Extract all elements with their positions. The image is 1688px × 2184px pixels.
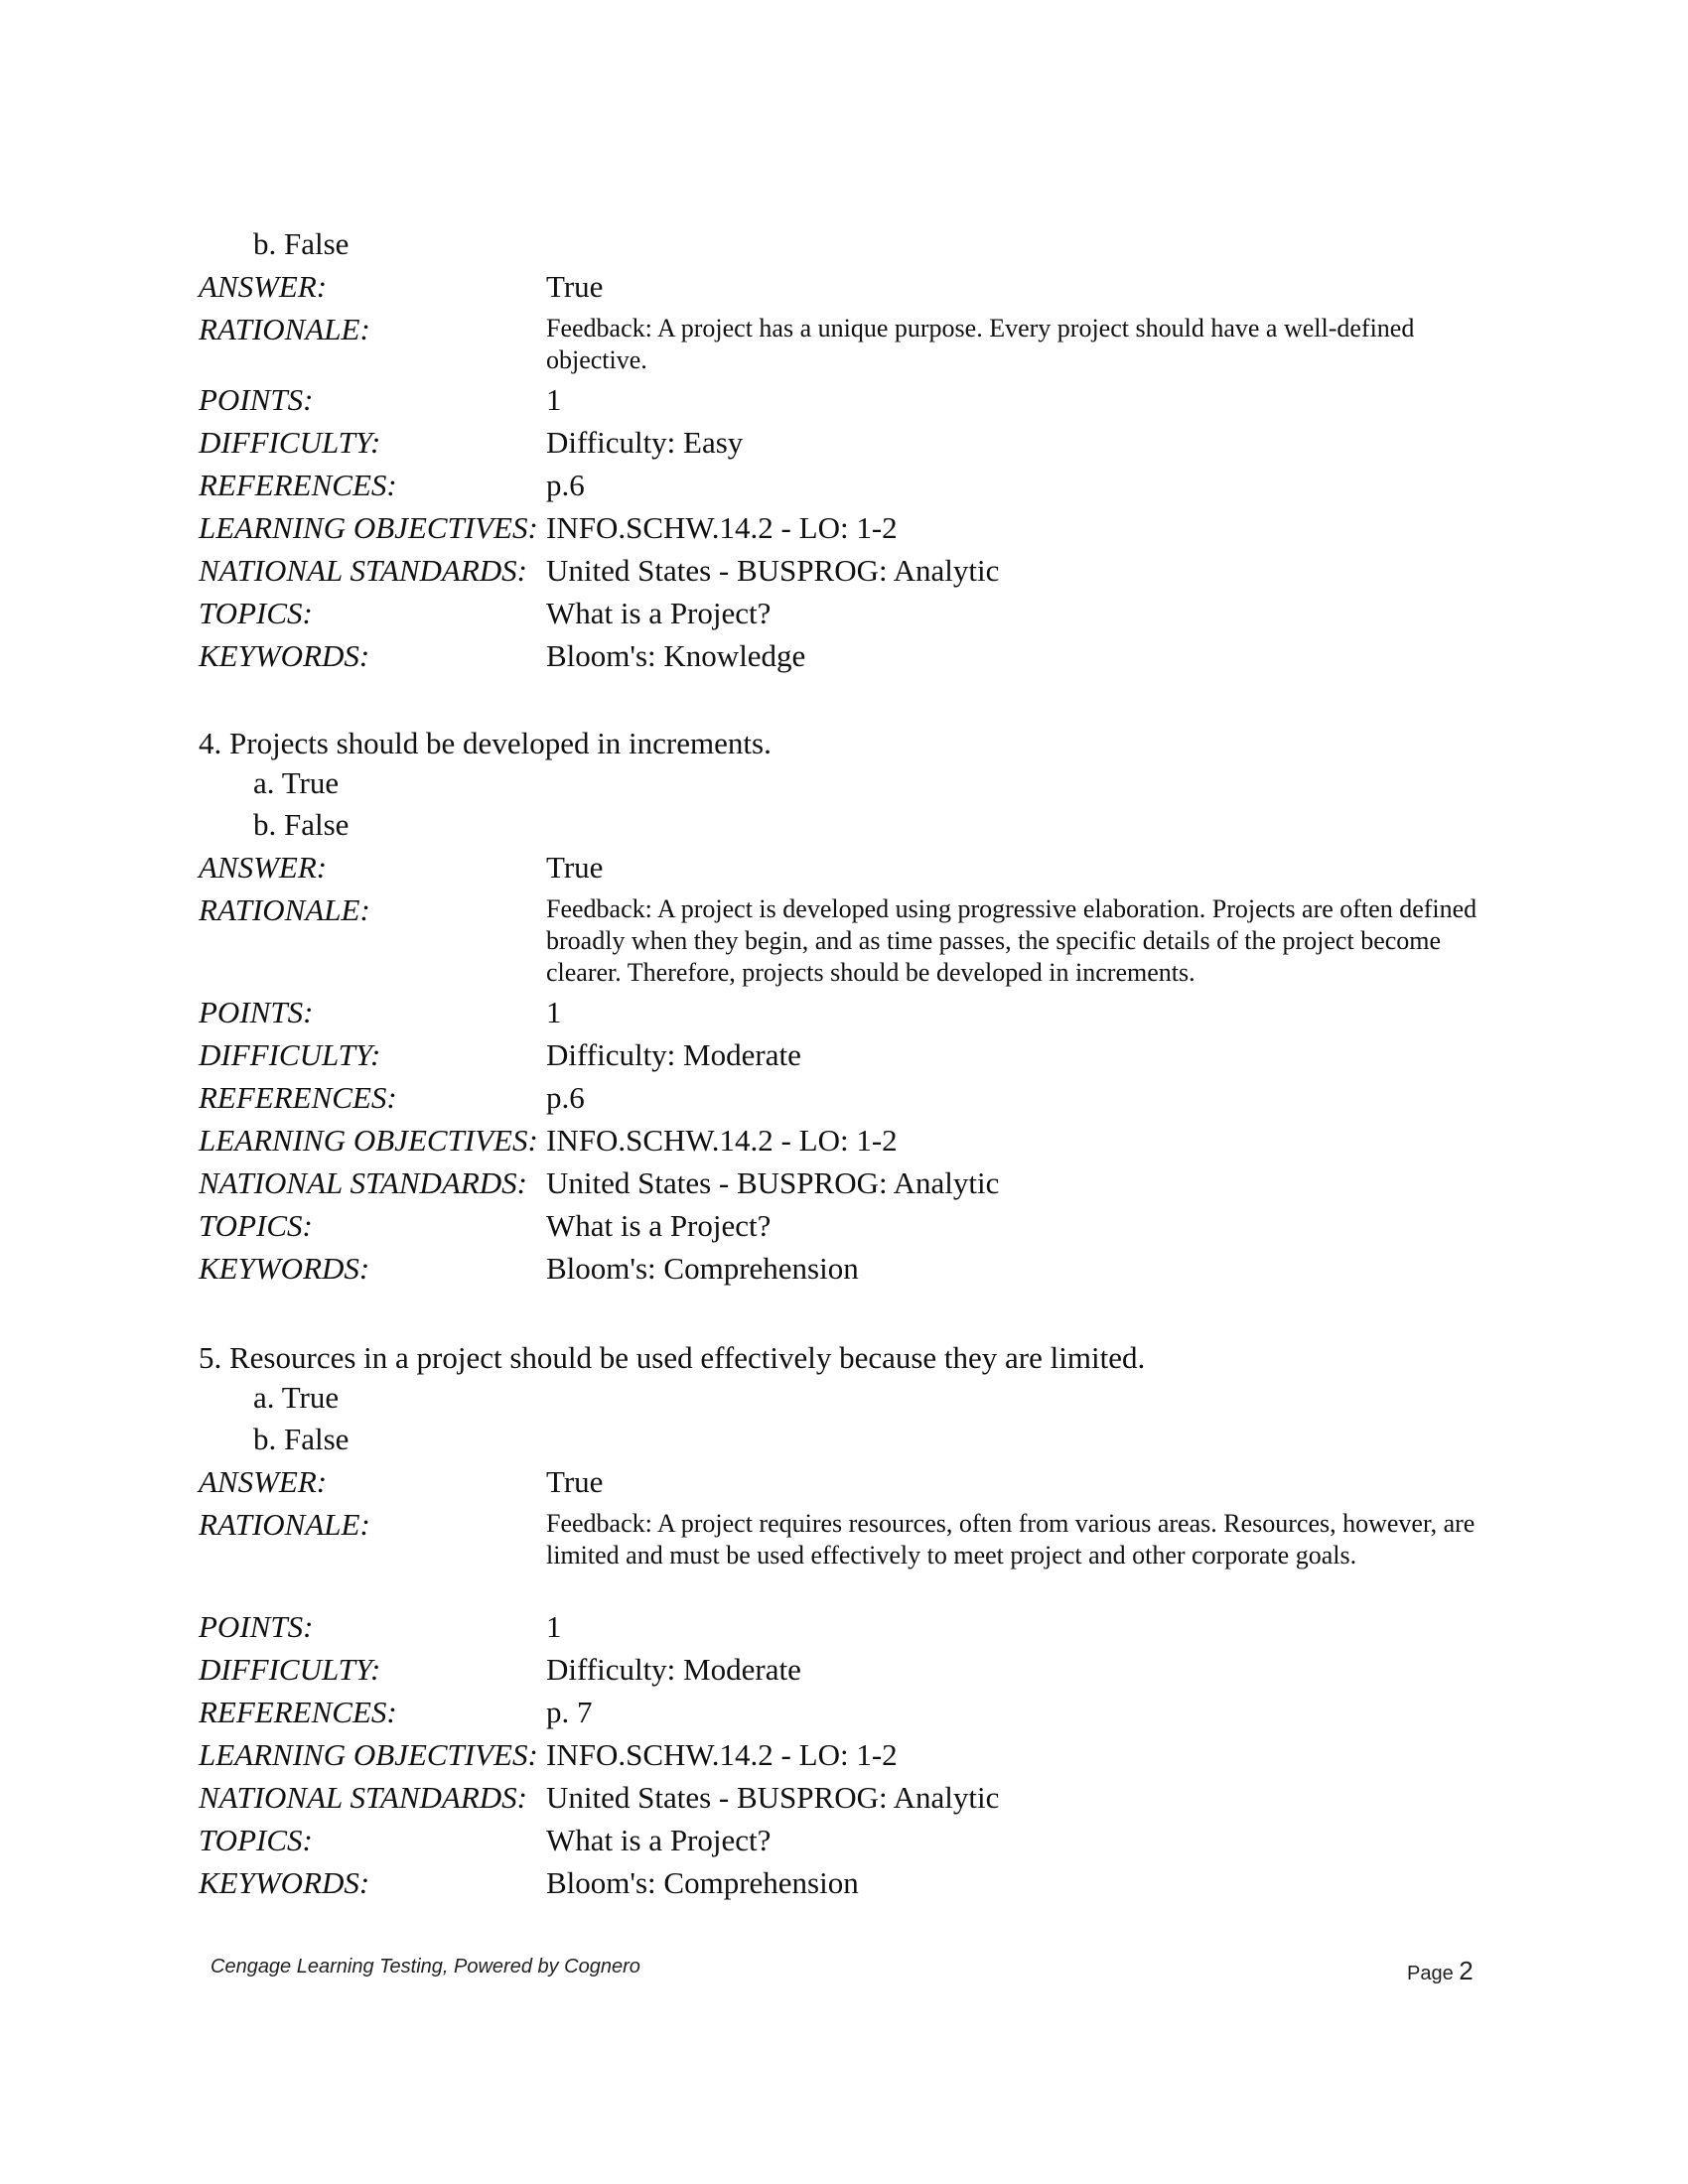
option-b: b. False — [253, 1422, 350, 1456]
topics-label: TOPICS: — [199, 1823, 313, 1857]
difficulty-label: DIFFICULTY: — [199, 1652, 381, 1687]
learning-objectives-value: INFO.SCHW.14.2 - LO: 1-2 — [546, 1737, 898, 1772]
keywords-value: Bloom's: Comprehension — [546, 1865, 859, 1900]
topics-value: What is a Project? — [546, 1208, 772, 1243]
keywords-label: KEYWORDS: — [199, 638, 370, 673]
option-b: b. False — [253, 226, 350, 261]
points-label: POINTS: — [199, 1609, 314, 1644]
national-standards-label: NATIONAL STANDARDS: — [199, 1165, 527, 1200]
national-standards-label: NATIONAL STANDARDS: — [199, 1780, 527, 1815]
learning-objectives-value: INFO.SCHW.14.2 - LO: 1-2 — [546, 1123, 898, 1158]
rationale-value: Feedback: A project has a unique purpose. Every project should have a well-defined objective. — [546, 314, 1415, 374]
points-value: 1 — [546, 382, 562, 417]
page-number-value: 2 — [1459, 1956, 1474, 1985]
difficulty-label: DIFFICULTY: — [199, 1037, 381, 1072]
references-value: p.6 — [546, 1080, 585, 1115]
footer-credit: Cengage Learning Testing, Powered by Cognero — [211, 1956, 640, 1978]
national-standards-value: United States - BUSPROG: Analytic — [546, 553, 1000, 588]
rationale-value: Feedback: A project requires resources, often from various areas. Resources, however, are limited and must be used effectively to meet project and other corporate goals. — [546, 1509, 1476, 1570]
keywords-value: Bloom's: Comprehension — [546, 1251, 859, 1286]
option-a: a. True — [253, 1380, 340, 1415]
answer-label: ANSWER: — [199, 269, 328, 304]
difficulty-value: Difficulty: Moderate — [546, 1037, 801, 1072]
points-value: 1 — [546, 1609, 562, 1644]
rationale-label: RATIONALE: — [199, 312, 370, 346]
references-value: p. 7 — [546, 1695, 593, 1729]
references-value: p.6 — [546, 468, 585, 502]
answer-label: ANSWER: — [199, 1464, 328, 1499]
topics-value: What is a Project? — [546, 1823, 772, 1857]
answer-value: True — [546, 1464, 604, 1499]
answer-label: ANSWER: — [199, 850, 328, 885]
keywords-value: Bloom's: Knowledge — [546, 638, 806, 673]
difficulty-value: Difficulty: Moderate — [546, 1652, 801, 1687]
keywords-label: KEYWORDS: — [199, 1251, 370, 1286]
points-value: 1 — [546, 995, 562, 1029]
topics-value: What is a Project? — [546, 596, 772, 630]
rationale-value: Feedback: A project is developed using progressive elaboration. Projects are often defined broadly when they begin, and as time passes, the specific details of the project become clearer. Therefore, projects should be developed in increments. — [546, 894, 1477, 987]
references-label: REFERENCES: — [199, 1695, 397, 1729]
national-standards-value: United States - BUSPROG: Analytic — [546, 1165, 1000, 1200]
difficulty-label: DIFFICULTY: — [199, 425, 381, 460]
question-text: 4. Projects should be developed in increments. — [199, 726, 772, 760]
rationale-label: RATIONALE: — [199, 892, 370, 927]
learning-objectives-label: LEARNING OBJECTIVES: — [199, 1123, 538, 1158]
topics-label: TOPICS: — [199, 1208, 313, 1243]
national-standards-value: United States - BUSPROG: Analytic — [546, 1780, 1000, 1815]
question-text: 5. Resources in a project should be used effectively because they are limited. — [199, 1340, 1146, 1375]
option-a: a. True — [253, 765, 340, 800]
answer-value: True — [546, 269, 604, 304]
national-standards-label: NATIONAL STANDARDS: — [199, 553, 527, 588]
points-label: POINTS: — [199, 995, 314, 1029]
answer-value: True — [546, 850, 604, 885]
option-b: b. False — [253, 807, 350, 842]
learning-objectives-label: LEARNING OBJECTIVES: — [199, 510, 538, 545]
keywords-label: KEYWORDS: — [199, 1865, 370, 1900]
page-label: Page — [1407, 1963, 1454, 1984]
references-label: REFERENCES: — [199, 468, 397, 502]
topics-label: TOPICS: — [199, 596, 313, 630]
rationale-label: RATIONALE: — [199, 1507, 370, 1542]
difficulty-value: Difficulty: Easy — [546, 425, 744, 460]
references-label: REFERENCES: — [199, 1080, 397, 1115]
learning-objectives-value: INFO.SCHW.14.2 - LO: 1-2 — [546, 510, 898, 545]
learning-objectives-label: LEARNING OBJECTIVES: — [199, 1737, 538, 1772]
page-number — [1407, 1956, 1474, 1986]
points-label: POINTS: — [199, 382, 314, 417]
